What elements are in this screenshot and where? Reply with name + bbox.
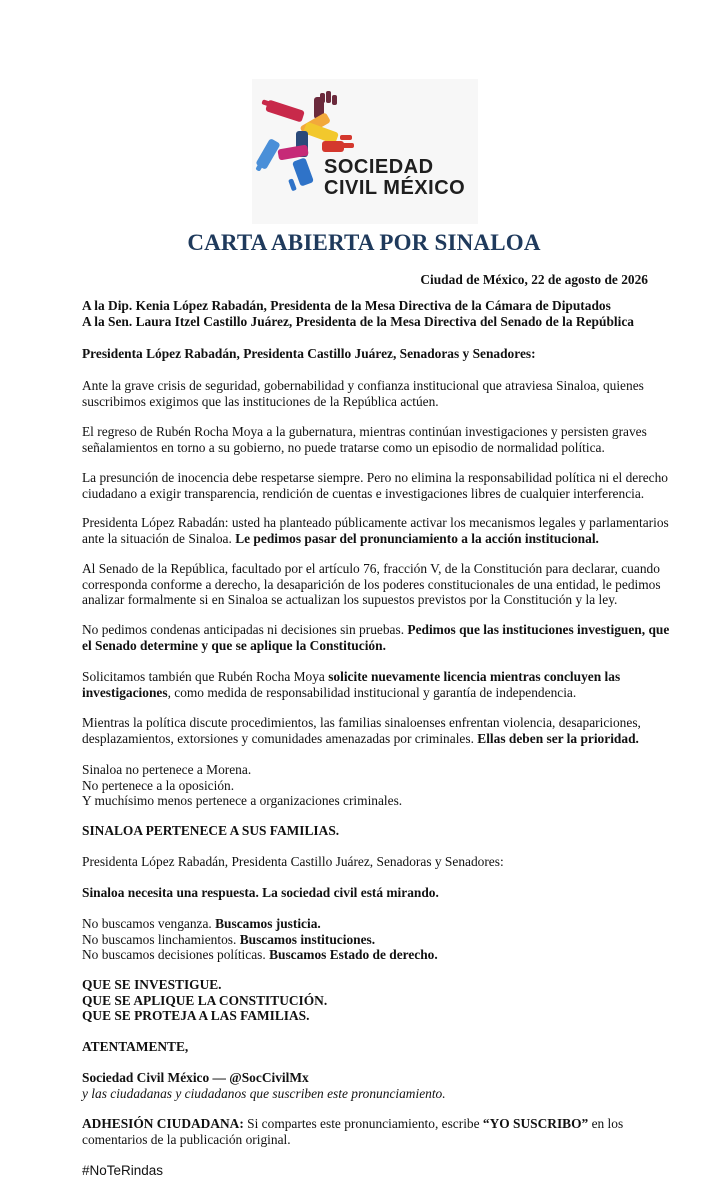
paragraph-13-line-1 [82, 916, 652, 932]
paragraph-8-text: desplazamientos, extorsiones y comunidades amenazadas por criminales. [82, 730, 478, 746]
letter-title: CARTA ABIERTA POR SINALOA [187, 230, 541, 255]
paragraph-14-line-1: QUE SE INVESTIGUE. [82, 977, 222, 992]
paragraph-5-line-2: corresponda conforme a derecho, la desaparición de los poderes constitucionales de una entidad, le pedimos [82, 576, 661, 592]
adhesion-line-2: comentarios de la publicación original. [82, 1131, 291, 1147]
paragraph-14-line-3: QUE SE PROTEJA A LAS FAMILIAS. [82, 1008, 310, 1024]
logo-text-line1: SOCIEDAD [324, 156, 434, 178]
paragraph-6-text: No pedimos condenas anticipadas ni decisiones sin pruebas. [82, 622, 408, 637]
paragraph-13-line-2 [82, 932, 652, 948]
paragraph-5-line-3: analizar formalmente si en Sinaloa se actualizan los supuestos previstos por la Constitución y la ley. [82, 592, 618, 608]
paragraph-13-text-3: No buscamos decisiones políticas. [82, 947, 270, 963]
paragraph-14-line-2: QUE SE APLIQUE LA CONSTITUCIÓN. [82, 992, 328, 1008]
paragraph-3-line-1: La presunción de inocencia debe respetarse siempre. Pero no elimina la responsabilidad política ni el derecho [82, 470, 668, 485]
paragraph-7-text-2: , como medida de responsabilidad institucional y garantía de independencia. [167, 684, 577, 700]
paragraph-11: Presidenta López Rabadán, Presidenta Castillo Juárez, Senadoras y Senadores: [82, 854, 504, 869]
paragraph-2-line-1: El regreso de Rubén Rocha Moya a la gubernatura, mientras continúan investigaciones y persisten graves [82, 424, 647, 439]
paragraph-8-line-2 [82, 731, 652, 747]
adhesion [82, 1116, 652, 1147]
paragraph-2-line-2: señalamientos en torno a su gobierno, no puede tratarse como un episodio de normalidad política. [82, 439, 605, 455]
adhesion-text-2: en los [588, 1116, 624, 1131]
paragraph-13-emphasis-2: Buscamos instituciones. [239, 931, 376, 947]
paragraph-7-emphasis: solicite nuevamente licencia mientras concluyen las [328, 669, 621, 684]
paragraph-6-line-2: el Senado determine y que se aplique la Constitución. [82, 637, 386, 653]
paragraph-13-emphasis-1: Buscamos justicia. [215, 916, 321, 931]
paragraph-4-line-1: Presidenta López Rabadán: usted ha planteado públicamente activar los mecanismos legales y parlamentarios [82, 515, 669, 530]
logo-text-line2: CIVIL MÉXICO [324, 177, 466, 199]
paragraph-7 [82, 669, 652, 700]
adhesion-label: ADHESIÓN CIUDADANA: [82, 1116, 244, 1131]
paragraph-7-line-1 [82, 669, 652, 685]
paragraph-10: SINALOA PERTENECE A SUS FAMILIAS. [82, 823, 340, 838]
signature-note: y las ciudadanas y ciudadanos que suscriben este pronunciamiento. [82, 1085, 446, 1101]
logo [252, 79, 478, 224]
letter-date: Ciudad de México, 22 de agosto de 2026 [420, 272, 648, 287]
paragraph-7-text: Solicitamos también que Rubén Rocha Moya [82, 669, 329, 684]
paragraph-13-text-1: No buscamos venganza. [82, 916, 216, 931]
paragraph-5-line-1: Al Senado de la República, facultado por el artículo 76, fracción V, de la Constitución para declarar, cuando [82, 561, 660, 576]
paragraph-1-line-2: suscribimos exigimos que las instituciones de la República actúen. [82, 393, 439, 409]
paragraph-13-line-3 [82, 947, 652, 963]
paragraph-8-line-1: Mientras la política discute procedimientos, las familias sinaloenses enfrentan violencia, desapariciones, [82, 715, 641, 730]
paragraph-14 [82, 977, 652, 1024]
paragraph-9-line-2: No pertenece a la oposición. [82, 777, 235, 793]
paragraph-1-line-1: Ante la grave crisis de seguridad, gobernabilidad y confianza institucional que atraviesa Sinaloa, quienes [82, 378, 644, 393]
paragraph-4-text: ante la situación de Sinaloa. [82, 530, 236, 546]
closing: ATENTAMENTE, [82, 1039, 189, 1054]
paragraph-13-emphasis-3: Buscamos Estado de derecho. [269, 947, 438, 963]
hand-pink [261, 99, 305, 122]
paragraph-6 [82, 622, 670, 653]
hand-magenta [277, 144, 308, 160]
paragraph-7-emphasis-2: investigaciones [82, 684, 168, 700]
paragraph-6-emphasis: Pedimos que las instituciones investiguen, que [407, 622, 670, 637]
hashtag: #NoTeRindas [82, 1163, 164, 1178]
adhesion-quote: “YO SUSCRIBO” [482, 1116, 589, 1131]
paragraph-3 [82, 470, 668, 501]
paragraph-2 [82, 424, 652, 455]
paragraph-6-line-1 [82, 622, 670, 638]
paragraph-8 [82, 715, 652, 746]
paragraph-13 [82, 916, 652, 963]
paragraph-9 [82, 762, 652, 809]
paragraph-9-line-1: Sinaloa no pertenece a Morena. [82, 762, 252, 777]
salutation: Presidenta López Rabadán, Presidenta Castillo Juárez, Senadoras y Senadores: [82, 346, 536, 361]
paragraph-9-line-3: Y muchísimo menos pertenece a organizaciones criminales. [82, 793, 403, 809]
recipients [82, 298, 652, 329]
paragraph-4-line-2 [82, 531, 652, 547]
paragraph-3-line-2: ciudadano a exigir transparencia, rendición de cuentas e investigaciones libres de cualquier interferencia. [82, 485, 645, 501]
paragraph-13-text-2: No buscamos linchamientos. [82, 931, 240, 947]
paragraph-4-emphasis: Le pedimos pasar del pronunciamiento a la acción institucional. [235, 530, 599, 546]
hand-blue-bottom [288, 157, 314, 191]
adhesion-text-1: Si compartes este pronunciamiento, escribe [243, 1116, 483, 1131]
signature [82, 1070, 652, 1101]
paragraph-4 [82, 515, 669, 546]
paragraph-7-line-2 [82, 685, 652, 701]
recipient-1: A la Dip. Kenia López Rabadán, Presidenta de la Mesa Directiva de la Cámara de Diputados [82, 298, 611, 313]
hand-blue [255, 138, 280, 172]
recipient-2: A la Sen. Laura Itzel Castillo Juárez, Presidenta de la Mesa Directiva del Senado de la República [82, 313, 634, 329]
paragraph-12: Sinaloa necesita una respuesta. La sociedad civil está mirando. [82, 885, 439, 900]
hands-logo-icon [252, 79, 478, 224]
paragraph-8-emphasis: Ellas deben ser la prioridad. [477, 730, 639, 746]
paragraph-1 [82, 378, 652, 409]
signature-name: Sociedad Civil México — @SocCivilMx [82, 1070, 309, 1085]
adhesion-line-1 [82, 1116, 652, 1132]
paragraph-5 [82, 561, 661, 608]
